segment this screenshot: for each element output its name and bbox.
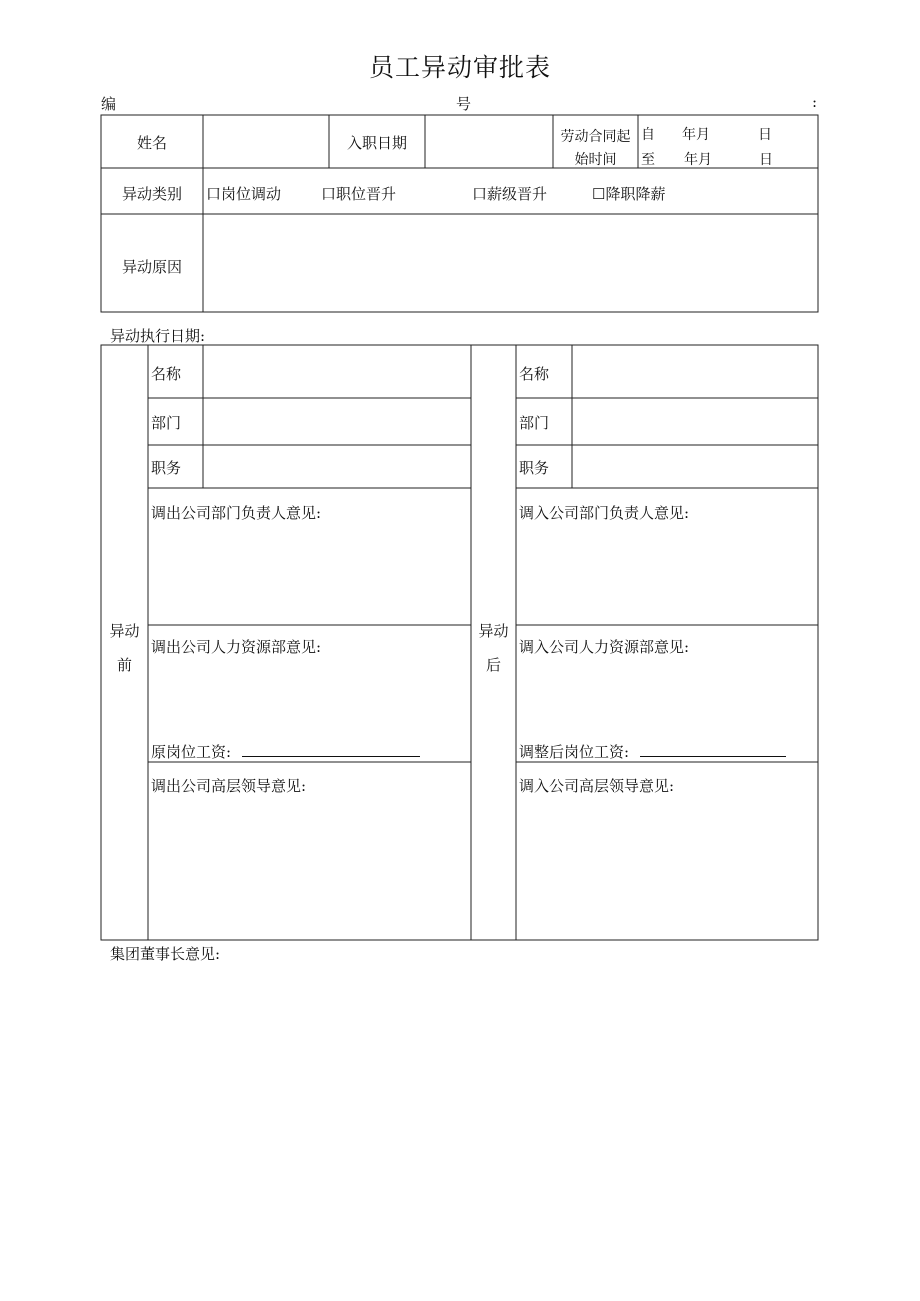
before-salary-field[interactable] <box>242 755 420 757</box>
change-type-label: 异动类别 <box>121 185 182 203</box>
before-hr-opinion-label: 调出公司人力资源部意见: <box>151 638 322 656</box>
from-day: 日 <box>758 127 772 143</box>
before-exec-opinion-label: 调出公司高层领导意见: <box>151 777 307 795</box>
number-label-part2: 号 <box>456 95 472 113</box>
after-salary-row <box>519 741 786 762</box>
exec-date-label: 异动执行日期: <box>110 327 206 345</box>
form-title: 员工异动审批表 <box>368 53 551 82</box>
after-name-label: 名称 <box>519 365 550 383</box>
to-day: 日 <box>759 152 773 168</box>
after-side-label-line1: 异动 <box>478 622 509 640</box>
entry-date-label: 入职日期 <box>346 134 407 152</box>
from-label: 自 <box>641 127 655 143</box>
before-dept-head-opinion-label: 调出公司部门负责人意见: <box>151 504 322 522</box>
chairman-opinion-label: 集团董事长意见: <box>110 945 221 963</box>
after-dept-head-opinion-label: 调入公司部门负责人意见: <box>519 504 690 522</box>
number-label-colon: : <box>812 93 818 111</box>
after-dept-field[interactable] <box>573 399 817 444</box>
before-side-label-line1: 异动 <box>109 622 140 640</box>
after-exec-opinion-label: 调入公司高层领导意见: <box>519 777 675 795</box>
after-side-label-line2: 后 <box>485 656 501 674</box>
to-year-month: 年月 <box>684 152 712 168</box>
from-year-month: 年月 <box>682 127 710 143</box>
after-salary-field[interactable] <box>640 755 786 757</box>
before-position-field[interactable] <box>204 446 470 487</box>
change-type-option-salary-raise[interactable]: 口薪级晋升 <box>472 185 548 203</box>
reason-field[interactable] <box>204 215 817 311</box>
after-salary-label: 调整后岗位工资: <box>519 743 630 761</box>
name-field[interactable] <box>204 116 328 167</box>
after-name-field[interactable] <box>573 346 817 397</box>
to-label: 至 <box>641 152 655 168</box>
after-dept-label: 部门 <box>519 414 550 432</box>
change-type-option-transfer[interactable]: 口岗位调动 <box>206 185 282 203</box>
contract-label-line1: 劳动合同起 <box>560 129 631 145</box>
entry-date-field[interactable] <box>426 116 552 167</box>
after-position-field[interactable] <box>573 446 817 487</box>
reason-label: 异动原因 <box>121 258 182 276</box>
before-salary-label: 原岗位工资: <box>151 743 232 761</box>
before-side-label-line2: 前 <box>116 656 132 674</box>
before-position-label: 职务 <box>151 459 182 477</box>
before-name-label: 名称 <box>151 365 182 383</box>
name-label: 姓名 <box>136 134 167 152</box>
before-dept-label: 部门 <box>151 414 182 432</box>
after-hr-opinion-label: 调入公司人力资源部意见: <box>519 638 690 656</box>
number-label-part1: 编 <box>101 95 117 113</box>
contract-label-line2: 始时间 <box>574 152 617 168</box>
before-name-field[interactable] <box>204 346 470 397</box>
change-type-option-demotion[interactable]: ☐降职降薪 <box>592 185 666 203</box>
change-type-option-promotion[interactable]: 口职位晋升 <box>321 185 397 203</box>
before-dept-field[interactable] <box>204 399 470 444</box>
before-salary-row <box>151 741 420 762</box>
after-position-label: 职务 <box>519 459 550 477</box>
